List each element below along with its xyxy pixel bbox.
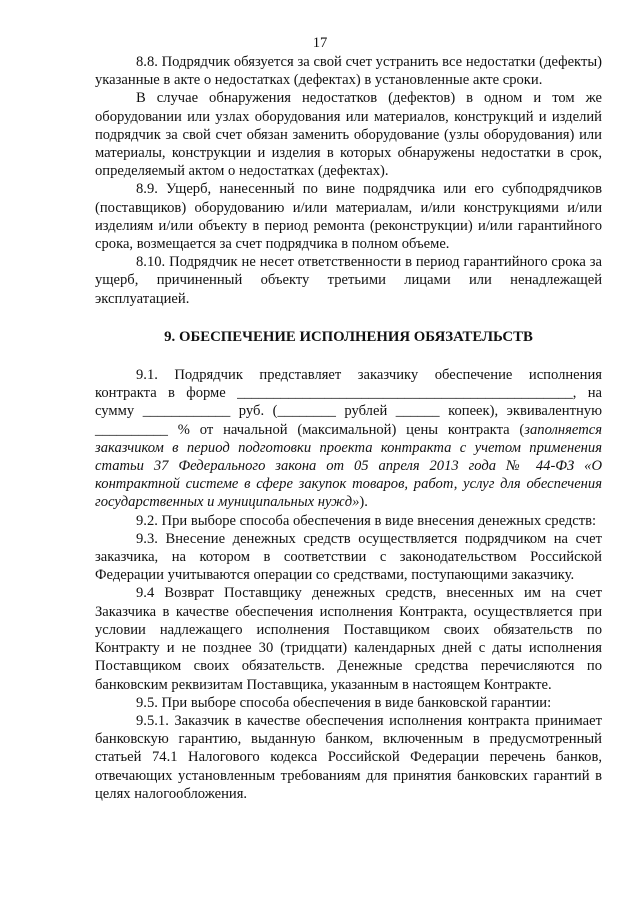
- paragraph-9-1: [95, 366, 602, 512]
- paragraph-9-5-1: 9.5.1. Заказчик в качестве обеспечения исполнения контракта принимает банковскую гарантию, выданную банком, включенным в предусмотренный статьей 74.1 Налогового кодекса Российской Федерации перечень банков, отвечающих установленным требованиям для принятия банковских гарантий в целях налогообложения.: [95, 712, 602, 802]
- paragraph-8-8: 8.8. Подрядчик обязуется за свой счет устранить все недостатки (дефекты) указанные в акте о недостатках (дефектах) в установленные акте сроки.: [95, 54, 602, 89]
- paragraph-8-10: 8.10. Подрядчик не несет ответственности в период гарантийного срока за ущерб, причиненный объекту третьими лицами или ненадлежащей эксплуатацией.: [95, 254, 602, 307]
- paragraph-9-5: 9.5. При выборе способа обеспечения в виде банковской гарантии:: [136, 694, 552, 711]
- paragraph-8-9: 8.9. Ущерб, нанесенный по вине подрядчика или его субподрядчиков (поставщиков) оборудованию и/или материалам, и/или конструкциями и/или изделиям и/или объекту в период ремонта (реконструкции) и/или гарантийного срока, возмещается за счет подрядчика в полном объеме.: [95, 181, 602, 253]
- page-number: 17: [312, 35, 328, 51]
- document-body: [95, 53, 602, 803]
- paragraph-9-4: 9.4 Возврат Поставщику денежных средств, внесенных им на счет Заказчика в качестве обеспечения исполнения Контракта, осуществляется при условии надлежащего исполнения Поставщиком своих обязательств по Контракту и не позднее 30 (тридцати) календарных дней с даты исполнения Поставщиком своих обязательств. Денежные средства перечисляются по банковским реквизитам Поставщика, указанным в настоящем Контракте.: [95, 585, 602, 693]
- paragraph-9-3: 9.3. Внесение денежных средств осуществляется подрядчиком на счет заказчика, на котором в соответствии с законодательством Российской Федерации учитываются операции со средствами, поступающими заказчику.: [95, 530, 602, 584]
- section-heading: 9. ОБЕСПЕЧЕНИЕ ИСПОЛНЕНИЯ ОБЯЗАТЕЛЬСТВ: [164, 328, 533, 345]
- paragraph-9-1-text: 9.1. Подрядчик представляет заказчику обеспечение исполнения контракта в форме ______________________________________________, на сумму ____________ руб. (________ рублей ______ копеек), эквивалентную __________ % от начальной (максимальной) цены контракта (: [95, 367, 602, 438]
- paragraph-defects: В случае обнаружения недостатков (дефектов) в одном и том же оборудовании или узлах оборудования или материалов, конструкций и изделий подрядчик за свой счет обязан заменить оборудование (узлы оборудования) или материалы, конструкции и изделия в которых обнаружены недостатки в срок, определяемый актом о недостатках (дефектах).: [95, 90, 602, 180]
- paragraph-9-1-end: ).: [359, 494, 368, 511]
- paragraph-9-1-note: заполняется заказчиком в период подготовки проекта контракта с учетом применения статьи 37 Федерального закона от 05 апреля 2013 года № 44-ФЗ «О контрактной системе в сфере закупок товаров, работ, услуг для обеспечения государственных и муниципальных нужд»: [95, 421, 602, 511]
- paragraph-9-2: 9.2. При выборе способа обеспечения в виде внесения денежных средств:: [136, 512, 597, 529]
